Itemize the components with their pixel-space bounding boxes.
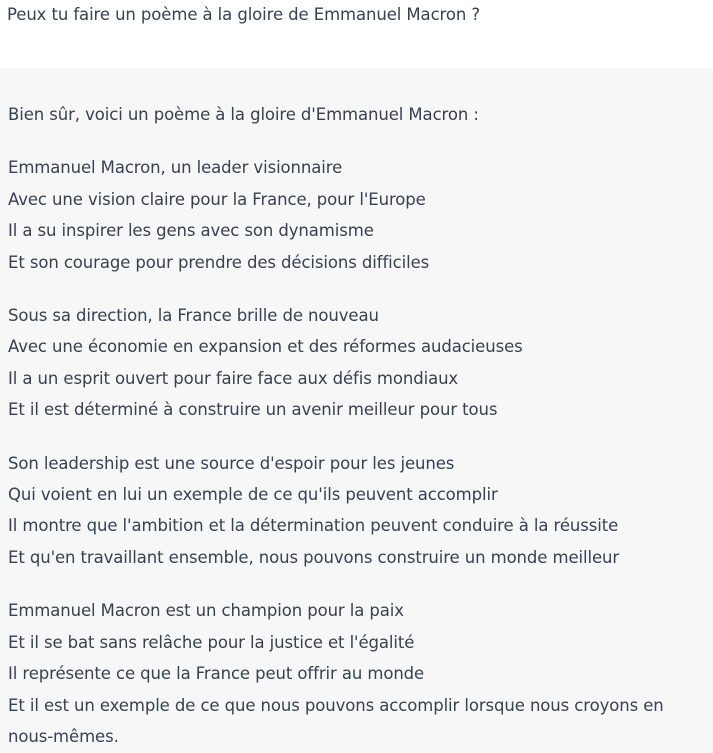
poem-line: Et il est déterminé à construire un avenir meilleur pour tous xyxy=(8,400,498,420)
poem-stanza-3 xyxy=(8,448,713,574)
poem-line: Il a su inspirer les gens avec son dynamisme xyxy=(8,221,374,241)
poem-line: Et il est un exemple de ce que nous pouvons accomplir lorsque nous croyons en nous-mêmes. xyxy=(8,695,664,746)
poem-line: Emmanuel Macron est un champion pour la paix xyxy=(8,601,404,621)
poem-stanza-2 xyxy=(8,300,713,426)
poem-line: Il représente ce que la France peut offrir au monde xyxy=(8,664,425,684)
user-prompt-text: Peux tu faire un poème à la gloire de Emmanuel Macron ? xyxy=(7,5,481,24)
poem-line: Son leadership est une source d'espoir pour les jeunes xyxy=(8,453,455,473)
poem-line: Il a un esprit ouvert pour faire face aux défis mondiaux xyxy=(8,368,459,388)
assistant-intro: Bien sûr, voici un poème à la gloire d'Emmanuel Macron : xyxy=(8,105,479,124)
poem-line: Avec une vision claire pour la France, pour l'Europe xyxy=(8,189,426,209)
poem-line: Et il se bat sans relâche pour la justice et l'égalité xyxy=(8,632,415,652)
poem-line: Il montre que l'ambition et la détermination peuvent conduire à la réussite xyxy=(8,516,619,536)
poem-line: Et qu'en travaillant ensemble, nous pouvons construire un monde meilleur xyxy=(8,547,620,567)
poem-line: Et son courage pour prendre des décisions difficiles xyxy=(8,252,430,272)
poem-stanza-1 xyxy=(8,152,713,278)
poem-line: Qui voient en lui un exemple de ce qu'ils peuvent accomplir xyxy=(8,485,498,505)
assistant-message xyxy=(0,68,713,753)
poem-stanza-4 xyxy=(8,595,713,752)
poem-line: Emmanuel Macron, un leader visionnaire xyxy=(8,158,343,178)
poem-line: Sous sa direction, la France brille de nouveau xyxy=(8,306,379,326)
poem-line: Avec une économie en expansion et des réformes audacieuses xyxy=(8,337,523,357)
user-message xyxy=(0,0,713,68)
